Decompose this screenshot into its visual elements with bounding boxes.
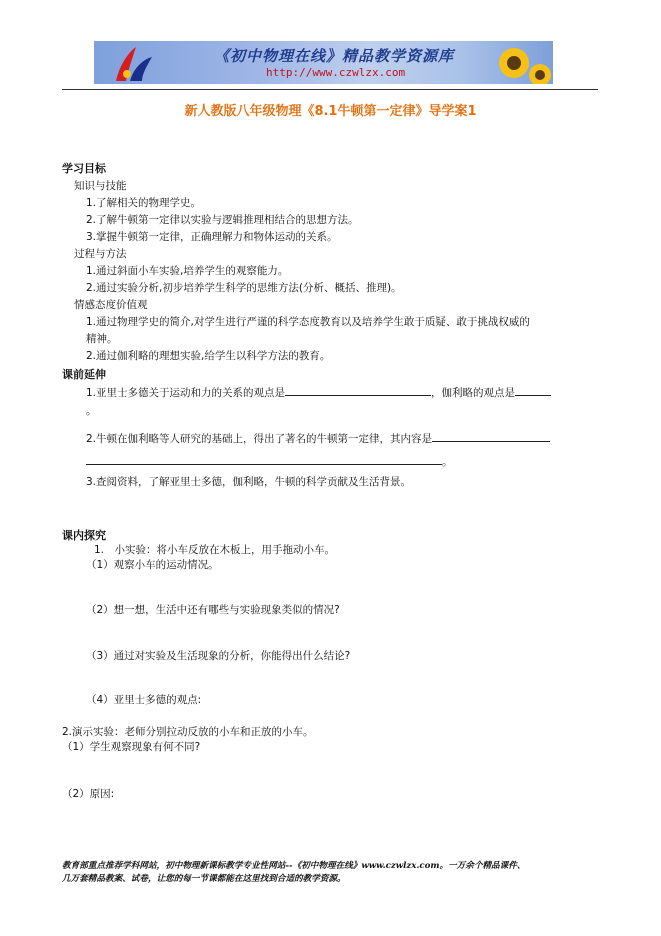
experiment-1-item: （1）观察小车的运动情况。 bbox=[86, 559, 219, 571]
logo-dot bbox=[123, 70, 131, 78]
experiment-2-item: （1）学生观察现象有何不同? bbox=[62, 741, 201, 753]
answer-blank[interactable] bbox=[515, 384, 551, 396]
preview-heading: 课前延伸 bbox=[62, 368, 106, 381]
answer-blank[interactable] bbox=[432, 430, 550, 442]
objective-item: 1.了解相关的物理学史。 bbox=[86, 197, 202, 209]
page-footer bbox=[62, 860, 602, 886]
experiment-1-item: （3）通过对实验及生活现象的分析，你能得出什么结论? bbox=[86, 650, 351, 662]
objectives-group-label: 过程与方法 bbox=[74, 248, 127, 260]
footer-line: 几万套精品教案、试卷，让您的每一节课都能在这里找到合适的教学资源。 bbox=[62, 874, 346, 884]
question-end-mark: 。 bbox=[86, 405, 97, 417]
answer-blank[interactable] bbox=[285, 384, 431, 396]
footer-line: 教育部重点推荐学科网站，初中物理新课标教学专业性网站--《初中物理在线》www.czwlzx.com。一万余个精品课件、 bbox=[62, 861, 526, 871]
question-end-mark: 。 bbox=[442, 456, 453, 468]
preview-question-2-line2 bbox=[86, 453, 453, 469]
objective-item: 2.通过伽利略的理想实验,给学生以科学方法的教育。 bbox=[86, 350, 331, 362]
experiment-1-item: （2）想一想，生活中还有哪些与实验现象类似的情况? bbox=[86, 604, 340, 616]
preview-question-1 bbox=[86, 384, 551, 400]
inquiry-heading: 课内探究 bbox=[62, 529, 106, 542]
objective-item: 2.通过实验分析,初步培养学生科学的思维方法(分析、概括、推理)。 bbox=[86, 282, 402, 294]
experiment-1-item: （4）亚里士多德的观点: bbox=[86, 694, 202, 706]
header-banner bbox=[94, 41, 553, 84]
objective-item: 2.了解牛顿第一定律以实验与逻辑推理相结合的思想方法。 bbox=[86, 214, 359, 226]
sunflower-icon bbox=[499, 48, 551, 84]
question-text: 1.亚里士多德关于运动和力的关系的观点是 bbox=[86, 387, 286, 399]
preview-question-2 bbox=[86, 430, 550, 446]
question-text: ，伽利略的观点是 bbox=[431, 387, 516, 399]
banner-url: http://www.czwlzx.com bbox=[266, 66, 406, 79]
objective-item: 1.通过物理学史的简介,对学生进行严谨的科学态度教育以及培养学生敢于质疑、敢于挑战权威的 bbox=[86, 316, 530, 328]
header-rule bbox=[62, 89, 598, 90]
objective-item: 3.掌握牛顿第一定律，正确理解力和物体运动的关系。 bbox=[86, 231, 338, 243]
document-title: 新人教版八年级物理《8.1牛顿第一定律》导学案1 bbox=[184, 104, 477, 119]
experiment-2-title: 2.演示实验：老师分别拉动反放的小车和正放的小车。 bbox=[62, 726, 314, 738]
logo-blue-stroke bbox=[130, 57, 152, 81]
banner-title: 《初中物理在线》精品教学资源库 bbox=[214, 47, 455, 65]
objectives-group-label: 情感态度价值观 bbox=[74, 299, 148, 311]
objective-item: 精神。 bbox=[86, 333, 118, 345]
objective-item: 1.通过斜面小车实验,培养学生的观察能力。 bbox=[86, 265, 289, 277]
preview-question-3: 3.查阅资料，了解亚里士多德，伽利略，牛顿的科学贡献及生活背景。 bbox=[86, 476, 412, 488]
experiment-2-item: （2）原因: bbox=[62, 788, 115, 800]
question-text: 2.牛顿在伽利略等人研究的基础上，得出了著名的牛顿第一定律，其内容是 bbox=[86, 433, 433, 445]
experiment-1-title: 1. 小实验：将小车反放在木板上，用手拖动小车。 bbox=[94, 544, 336, 556]
objectives-group-label: 知识与技能 bbox=[74, 180, 127, 192]
answer-blank[interactable] bbox=[86, 453, 442, 465]
objectives-heading: 学习目标 bbox=[62, 162, 106, 175]
